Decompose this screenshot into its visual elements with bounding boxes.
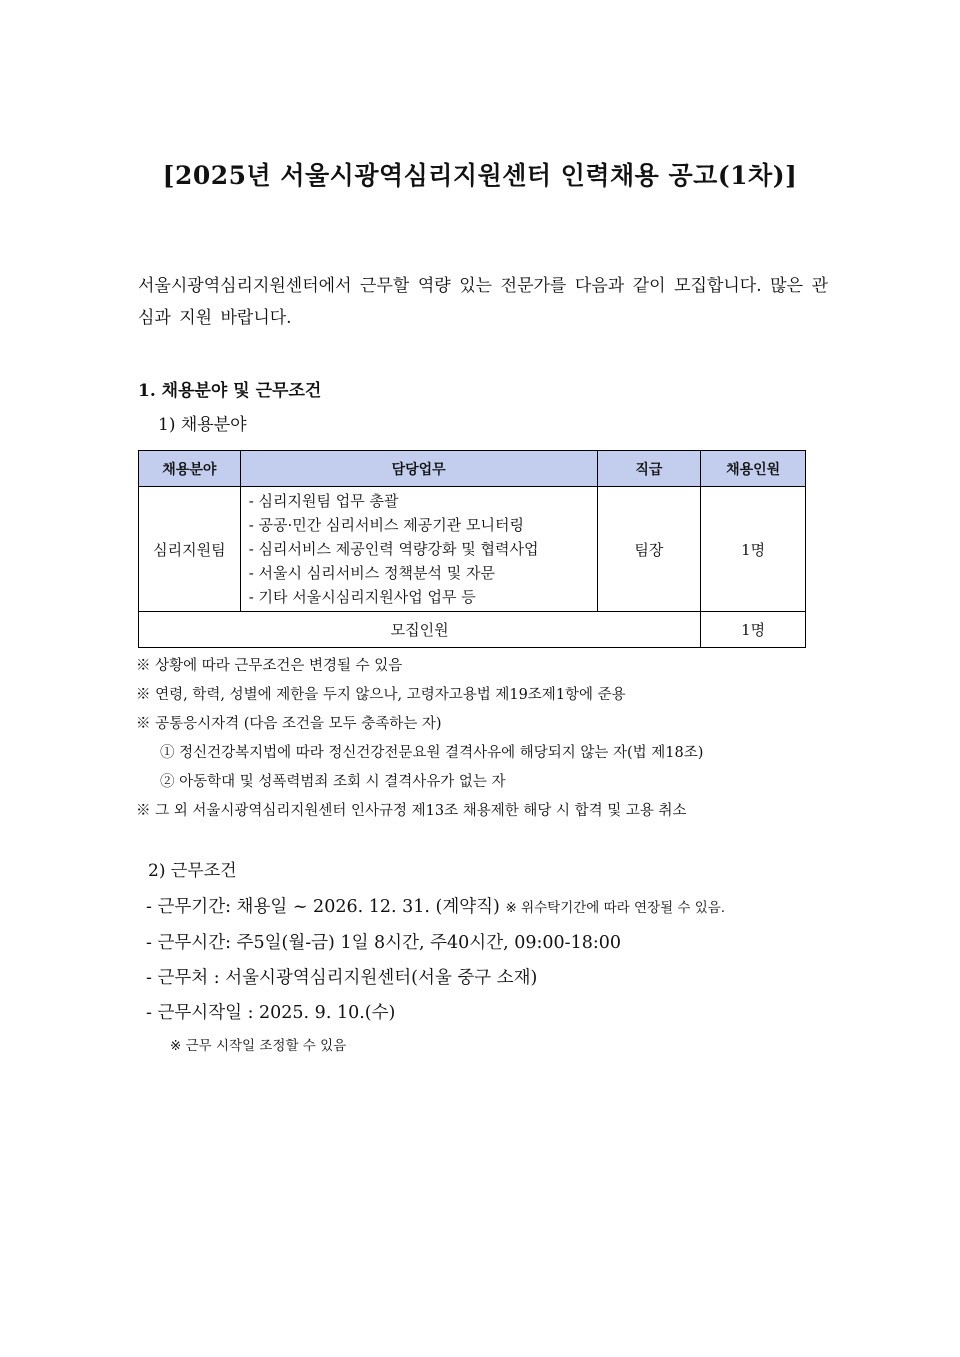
conditions-list — [146, 890, 725, 1031]
condition-period — [146, 890, 725, 926]
duty-item: - 기타 서울시심리지원사업 업무 등 — [248, 588, 476, 606]
table-total-row — [139, 612, 806, 648]
table-row — [139, 487, 806, 612]
condition-hours: - 근무시간: 주5일(월-금) 1일 8시간, 주40시간, 09:00-18:00 — [146, 933, 621, 953]
note-item: ① 정신건강복지법에 따라 정신건강전문요원 결격사유에 해당되지 않는 자(법 제18조) — [160, 745, 704, 761]
note-item: ※ 상황에 따라 근무조건은 변경될 수 있음 — [136, 658, 403, 674]
note-item: ※ 공통응시자격 (다음 조건을 모두 충족하는 자) — [136, 716, 442, 732]
duty-item: - 서울시 심리서비스 정책분석 및 자문 — [248, 564, 495, 582]
sub-heading-recruit-field: 1) 채용분야 — [158, 415, 247, 435]
page-title: [2025년 서울시광역심리지원센터 인력채용 공고(1차)] — [162, 161, 798, 190]
section-heading: 1. 채용분야 및 근무조건 — [138, 381, 322, 401]
condition-start: - 근무시작일 : 2025. 9. 10.(수) — [146, 1003, 396, 1023]
note-item: ② 아동학대 및 성폭력범죄 조회 시 결격사유가 없는 자 — [160, 774, 506, 790]
duty-item: - 심리서비스 제공인력 역량강화 및 협력사업 — [248, 540, 539, 558]
header-rank: 직급 — [597, 451, 701, 487]
intro-paragraph: 서울시광역심리지원센터에서 근무할 역량 있는 전문가를 다음과 같이 모집합니다. 많은 관심과 지원 바랍니다. — [138, 276, 828, 328]
notes-list — [136, 652, 856, 826]
cell-count: 1명 — [701, 487, 806, 612]
recruit-table — [138, 450, 806, 648]
condition-start-note: ※ 근무 시작일 조정할 수 있음 — [170, 1038, 347, 1054]
header-field: 채용분야 — [139, 451, 241, 487]
duty-item: - 심리지원팀 업무 총괄 — [248, 492, 399, 510]
sub-heading-conditions: 2) 근무조건 — [148, 861, 237, 881]
total-count: 1명 — [701, 612, 806, 648]
note-item: ※ 그 외 서울시광역심리지원센터 인사규정 제13조 채용제한 해당 시 합격 및 고용 취소 — [136, 803, 687, 819]
cell-rank: 팀장 — [597, 487, 701, 612]
duty-item: - 공공·민간 심리서비스 제공기관 모니터링 — [248, 516, 524, 534]
header-duties: 담당업무 — [240, 451, 597, 487]
condition-period-note: ※ 위수탁기간에 따라 연장될 수 있음. — [505, 900, 726, 916]
cell-field: 심리지원팀 — [139, 487, 241, 612]
table-header-row — [139, 451, 806, 487]
cell-duties — [240, 487, 597, 612]
condition-place: - 근무처 : 서울시광역심리지원센터(서울 중구 소재) — [146, 968, 538, 988]
condition-period-text: - 근무기간: 채용일 ~ 2026. 12. 31. (계약직) — [146, 897, 500, 917]
total-label: 모집인원 — [139, 612, 701, 648]
note-item: ※ 연령, 학력, 성별에 제한을 두지 않으나, 고령자고용법 제19조제1항에 준용 — [136, 687, 626, 703]
header-count: 채용인원 — [701, 451, 806, 487]
